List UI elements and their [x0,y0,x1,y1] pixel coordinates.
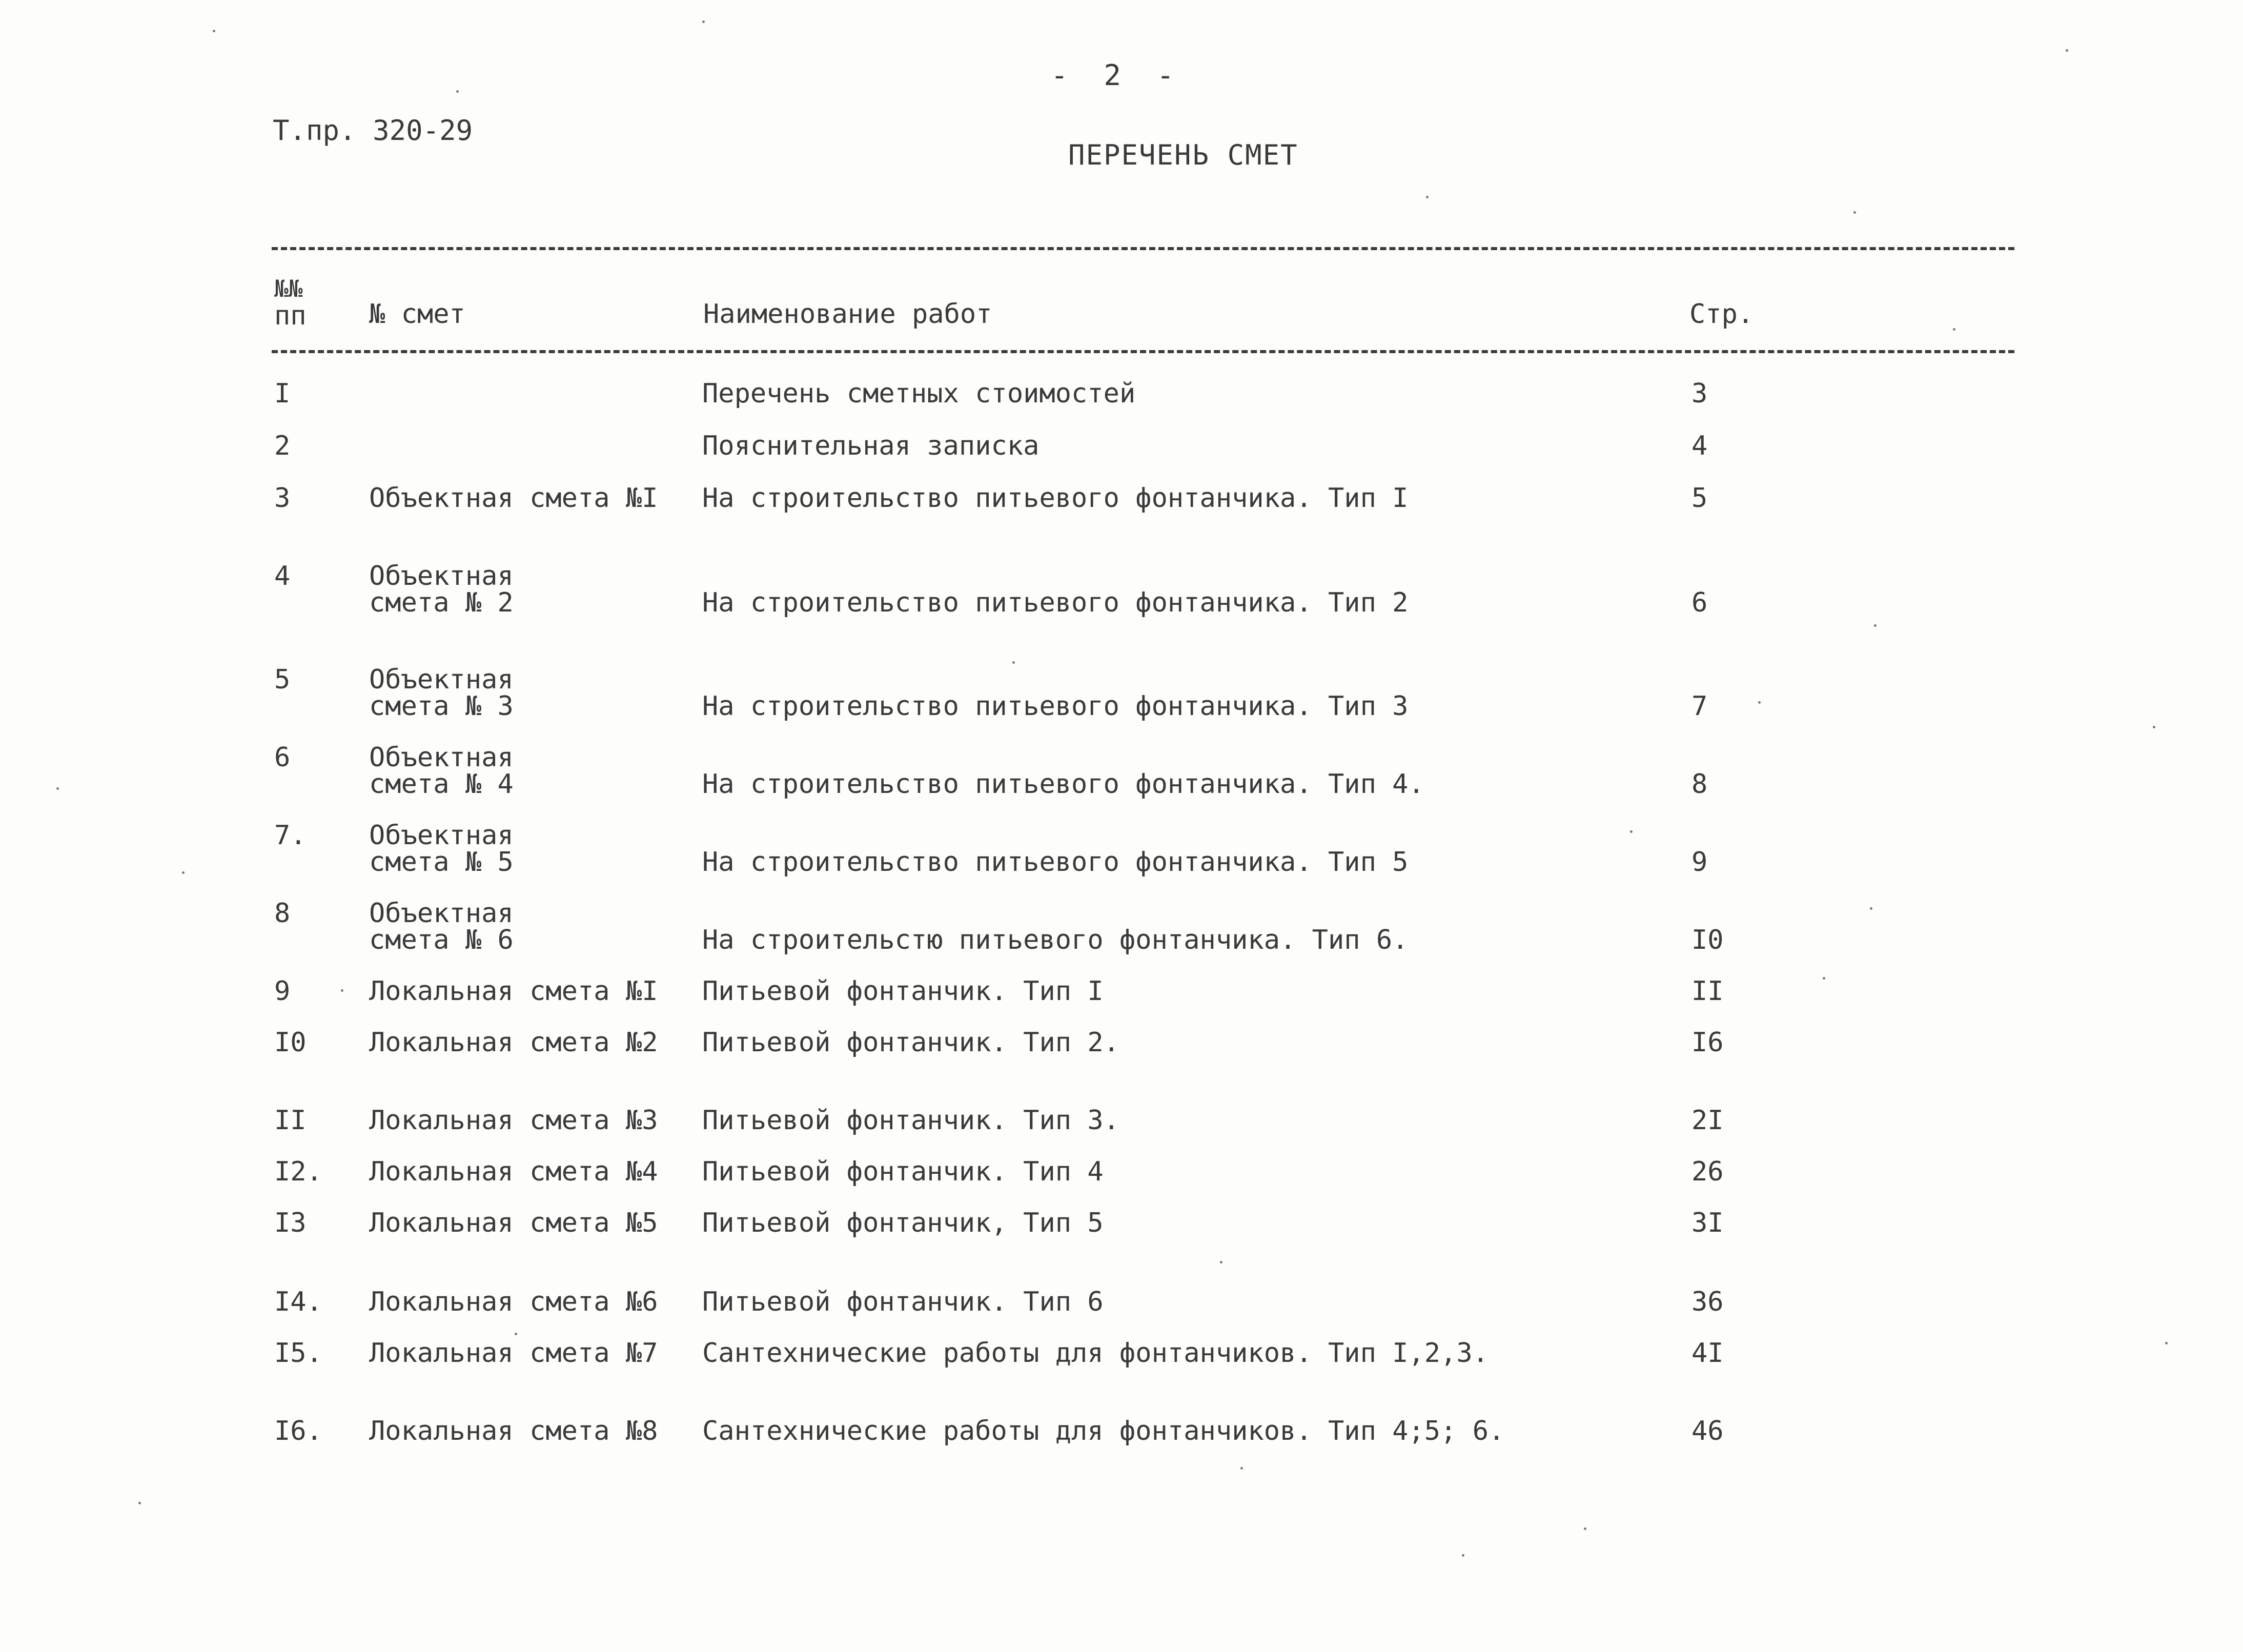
row-estimate-number: Объектная [369,820,514,851]
header-page: Стр. [1689,299,1754,330]
row-estimate-number: Объектная [369,561,514,592]
row-number: 8 [274,898,291,929]
row-estimate-number: Локальная смета №4 [369,1156,658,1187]
row-estimate-number-line2: смета № 2 [369,587,514,618]
row-number: 5 [274,664,291,695]
row-page: 6 [1691,587,1708,618]
row-page: 2I [1691,1105,1724,1136]
row-number: 4 [274,561,291,592]
row-estimate-number: Локальная смета №6 [369,1287,658,1317]
row-number: 7. [274,820,307,851]
row-estimate-number: Объектная [369,898,514,929]
row-work-name: На строительство питьевого фонтанчика. Тип 5 [702,847,1409,878]
row-page: 4 [1691,431,1708,461]
header-estimate-number: № смет [369,299,465,330]
row-estimate-number: Локальная смета №2 [369,1027,658,1058]
row-work-name: Перечень сметных стоимостей [702,378,1136,409]
row-work-name: На строительство питьевого фонтанчика. Тип 3 [702,691,1409,722]
row-estimate-number: Локальная смета №7 [369,1338,658,1369]
row-number: I4. [274,1287,322,1317]
row-page: 26 [1691,1156,1724,1187]
row-estimate-number: Локальная смета №8 [369,1416,658,1446]
row-estimate-number: Локальная смета №5 [369,1208,658,1238]
row-estimate-number: Объектная [369,742,514,773]
row-page: 7 [1691,691,1708,722]
row-estimate-number: Локальная смета №I [369,976,658,1007]
row-page: 36 [1691,1287,1724,1317]
row-page: 9 [1691,847,1708,878]
row-work-name: Питьевой фонтанчик, Тип 5 [702,1208,1104,1238]
header-number-line2: пп [274,300,307,331]
row-page: I6 [1691,1027,1724,1058]
row-page: 46 [1691,1416,1724,1446]
row-work-name: Сантехнические работы для фонтанчиков. Тип 4;5; 6. [702,1416,1505,1446]
header-bottom-rule [272,350,2014,353]
header-work-name: Наименование работ [703,299,992,330]
row-number: 9 [274,976,291,1007]
header-top-rule [272,247,2014,250]
page-number: - 2 - [1051,59,1184,92]
row-number: I0 [274,1027,307,1058]
row-work-name: На строительство питьевого фонтанчика. Тип I [702,483,1409,514]
row-page: 8 [1691,769,1708,800]
row-work-name: Питьевой фонтанчик. Тип 6 [702,1287,1104,1317]
row-number: 6 [274,742,291,773]
row-estimate-number-line2: смета № 5 [369,847,514,878]
row-estimate-number-line2: смета № 4 [369,769,514,800]
row-page: 4I [1691,1338,1724,1369]
row-estimate-number: Локальная смета №3 [369,1105,658,1136]
row-work-name: Питьевой фонтанчик. Тип I [702,976,1104,1007]
header-number-line1: №№ [274,275,303,302]
row-number: I3 [274,1208,307,1238]
row-page: 5 [1691,483,1708,514]
row-work-name: Питьевой фонтанчик. Тип 3. [702,1105,1119,1136]
row-number: 3 [274,483,291,514]
row-page: I0 [1691,925,1724,955]
row-page: 3I [1691,1208,1724,1238]
row-estimate-number: Объектная [369,664,514,695]
row-page: 3 [1691,378,1708,409]
row-work-name: Сантехнические работы для фонтанчиков. Тип I,2,3. [702,1338,1489,1369]
row-number: I2. [274,1156,322,1187]
row-number: I5. [274,1338,322,1369]
row-work-name: Питьевой фонтанчик. Тип 4 [702,1156,1104,1187]
row-estimate-number-line2: смета № 6 [369,925,514,955]
row-work-name: На строительстю питьевого фонтанчика. Тип 6. [702,925,1409,955]
row-work-name: На строительство питьевого фонтанчика. Тип 4. [702,769,1424,800]
row-estimate-number: Объектная смета №I [369,483,658,514]
row-estimate-number-line2: смета № 3 [369,691,514,722]
page-title: ПЕРЕЧЕНЬ СМЕТ [1068,139,1298,171]
row-work-name: Питьевой фонтанчик. Тип 2. [702,1027,1119,1058]
row-number: I6. [274,1416,322,1446]
row-page: II [1691,976,1724,1007]
row-number: I [274,378,291,409]
row-number: II [274,1105,307,1136]
row-number: 2 [274,431,291,461]
document-code: Т.пр. 320-29 [273,114,473,147]
row-work-name: На строительство питьевого фонтанчика. Тип 2 [702,587,1409,618]
row-work-name: Пояснительная записка [702,431,1039,461]
